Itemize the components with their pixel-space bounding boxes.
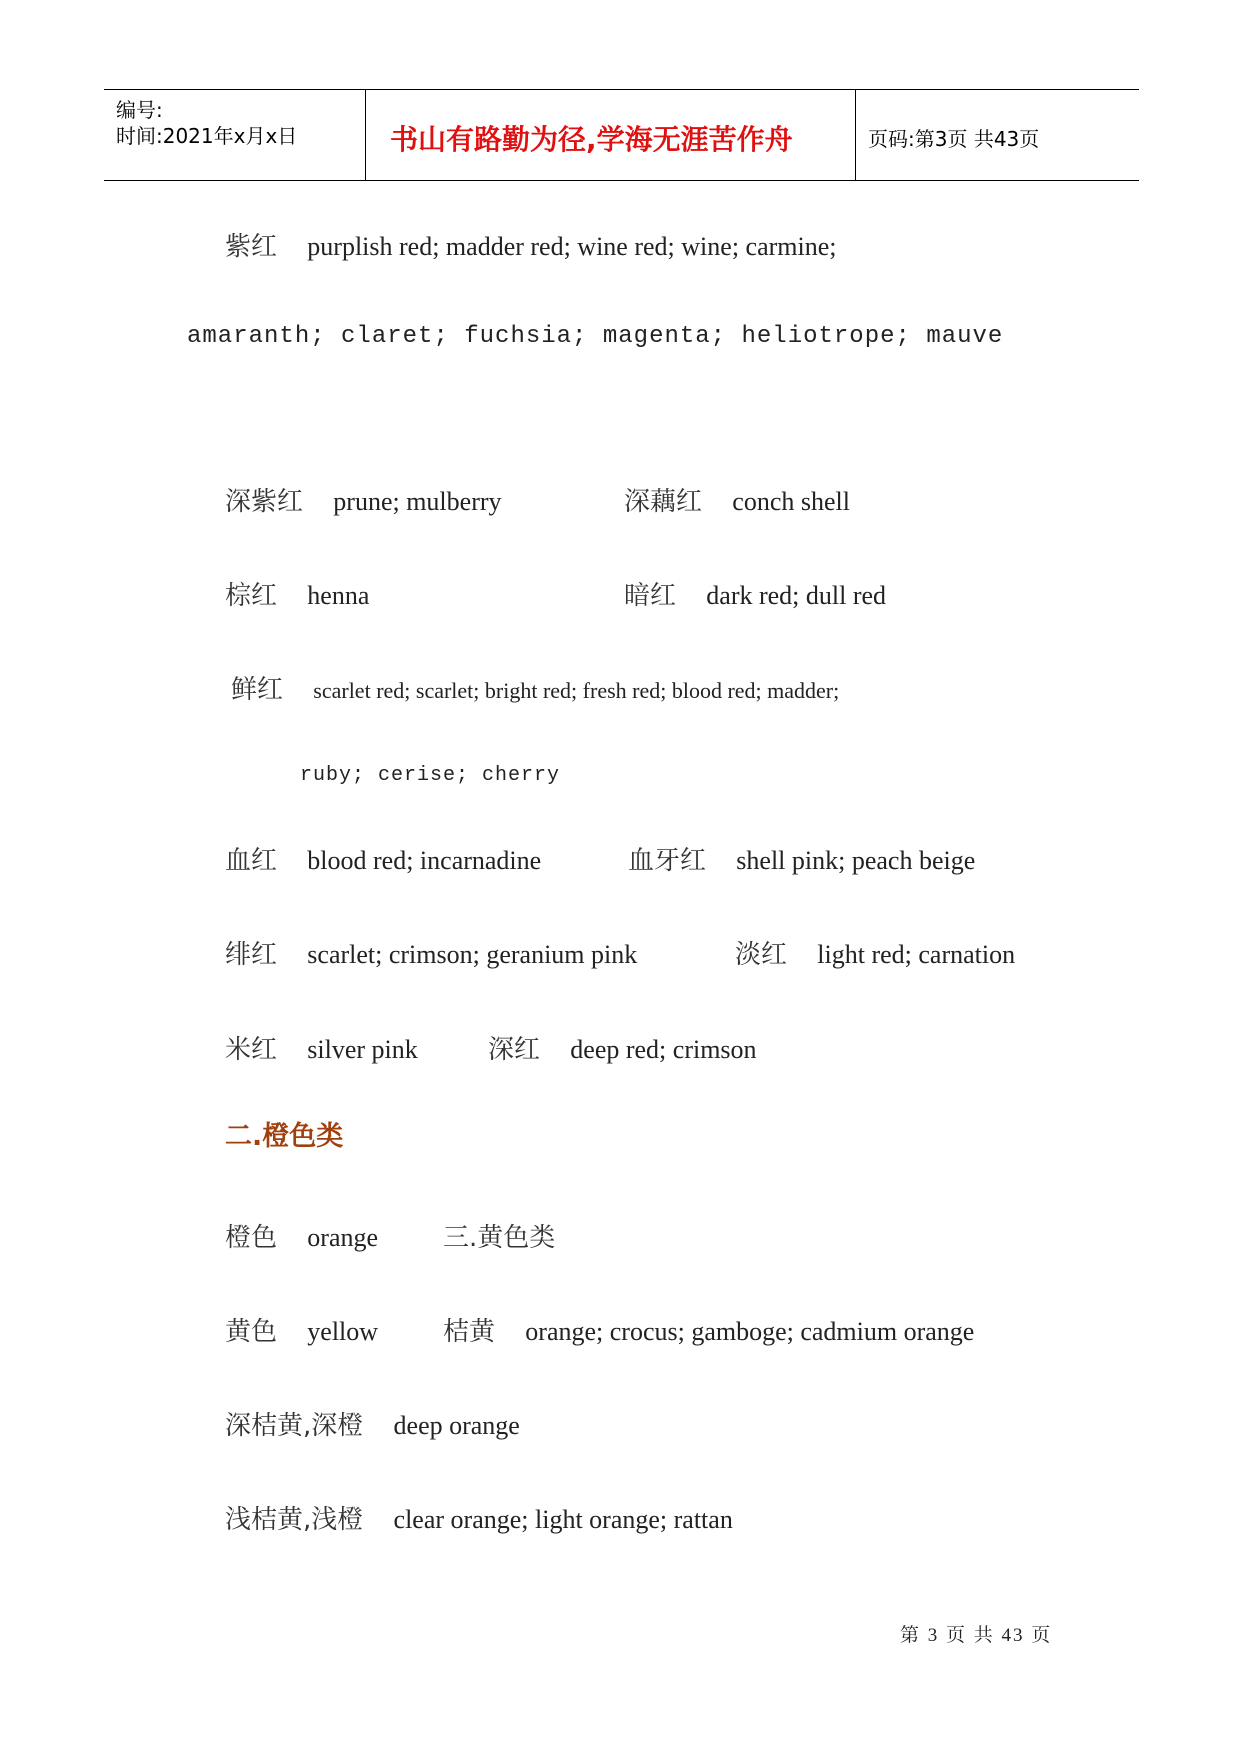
entry-xueyahong — [628, 840, 975, 877]
entry-mihong — [225, 1029, 418, 1066]
entry-xianhong — [231, 669, 839, 706]
term-en: dark red; dull red — [706, 581, 887, 610]
term-cn: 淡红 — [735, 940, 788, 970]
term-en: deep red; crimson — [570, 1035, 757, 1064]
entry-juhuang — [443, 1311, 974, 1348]
term-en: clear orange; light orange; rattan — [393, 1505, 733, 1534]
section-title-yellow: 三.黄色类 — [443, 1223, 556, 1253]
number-label: 编号: — [116, 98, 163, 122]
term-cn: 紫红 — [225, 232, 278, 262]
term-en: light red; carnation — [817, 940, 1016, 969]
term-en: henna — [307, 581, 370, 610]
page-header — [104, 89, 1139, 181]
entry-danhong — [735, 934, 1015, 971]
term-cn: 深桔黄,深橙 — [225, 1411, 364, 1441]
page-footer: 第 3 页 共 43 页 — [900, 1625, 1053, 1646]
entry-zihong-cont: amaranth; claret; fuchsia; magenta; heliotrope; mauve — [187, 323, 1004, 350]
page-label: 页码:第3页 共43页 — [868, 127, 1040, 151]
entry-shenouhong — [624, 481, 850, 518]
term-cn: 暗红 — [624, 581, 677, 611]
term-cn: 浅桔黄,浅橙 — [225, 1505, 364, 1535]
header-meta-cell — [104, 90, 366, 180]
term-en: scarlet; crimson; geranium pink — [307, 940, 638, 969]
entry-xuehong — [225, 840, 541, 877]
entry-zonghong — [225, 575, 369, 612]
term-cn: 橙色 — [225, 1223, 278, 1253]
entry-shenjuhuang — [225, 1405, 520, 1442]
term-en: silver pink — [307, 1035, 418, 1064]
header-page-cell — [856, 90, 1139, 180]
term-cn: 桔黄 — [443, 1317, 496, 1347]
entry-anhong — [624, 575, 886, 612]
term-en: shell pink; peach beige — [736, 846, 976, 875]
term-en: deep orange — [393, 1411, 520, 1440]
header-motto-cell — [366, 90, 856, 180]
entry-feihong — [225, 934, 637, 971]
term-en: purplish red; madder red; wine red; wine; carmine; — [307, 232, 837, 261]
term-en: conch shell — [732, 487, 850, 516]
term-cn: 鲜红 — [231, 675, 284, 705]
time-label: 时间:2021年x月x日 — [116, 124, 298, 148]
motto: 书山有路勤为径,学海无涯苦作舟 — [390, 123, 793, 156]
entry-shenhong — [488, 1029, 757, 1066]
term-cn: 绯红 — [225, 940, 278, 970]
entry-shenzihong — [225, 481, 502, 518]
term-cn: 深藕红 — [624, 487, 703, 517]
term-cn: 血牙红 — [628, 846, 707, 876]
term-cn: 黄色 — [225, 1317, 278, 1347]
entry-xianhong-cont: ruby; cerise; cherry — [300, 764, 561, 787]
term-cn: 血红 — [225, 846, 278, 876]
entry-chengse — [225, 1217, 378, 1254]
term-en: blood red; incarnadine — [307, 846, 542, 875]
term-en: scarlet red; scarlet; bright red; fresh red; blood red; madder; — [313, 678, 840, 703]
term-cn: 米红 — [225, 1035, 278, 1065]
term-cn: 棕红 — [225, 581, 278, 611]
entry-huangse — [225, 1311, 378, 1348]
entry-zihong — [225, 226, 837, 263]
entry-qianjuhuang — [225, 1499, 733, 1536]
term-en: orange — [307, 1223, 379, 1252]
term-en: prune; mulberry — [333, 487, 502, 516]
term-cn: 深红 — [488, 1035, 541, 1065]
term-cn: 深紫红 — [225, 487, 304, 517]
term-en: orange; crocus; gamboge; cadmium orange — [525, 1317, 975, 1346]
term-en: yellow — [307, 1317, 379, 1346]
section-title-orange: 二.橙色类 — [225, 1121, 344, 1152]
